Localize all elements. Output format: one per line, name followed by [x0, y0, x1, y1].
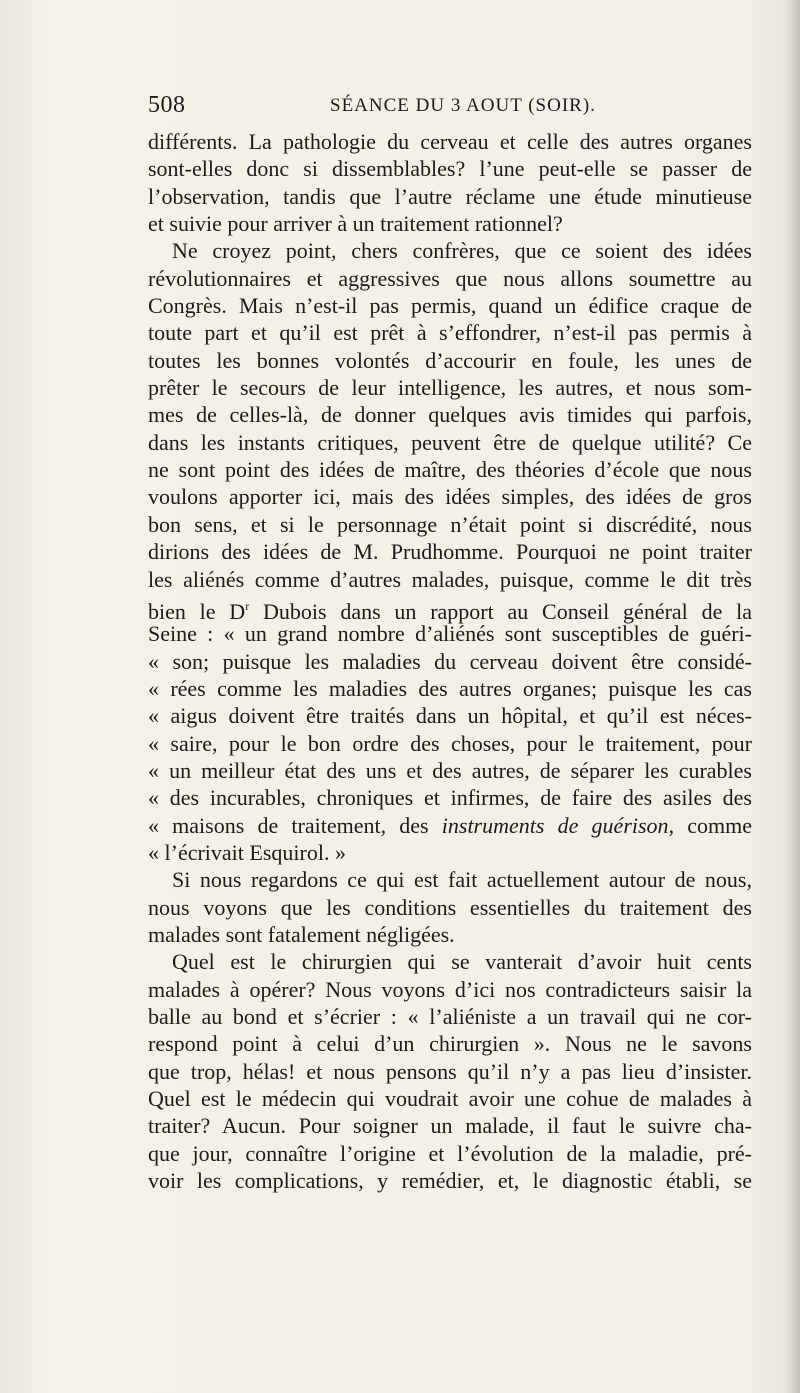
text-line: prêter le secours de leur intelligence, les autres, et nous som- — [148, 375, 752, 401]
text-line: que trop, hélas! et nous pensons qu’il n’y a pas lieu d’insister. — [148, 1058, 752, 1084]
text-line: traiter? Aucun. Pour soigner un malade, il faut le suivre cha- — [148, 1113, 752, 1139]
text-line: et suivie pour arriver à un traitement rationnel? — [148, 211, 563, 237]
line-text: « maisons de traitement, des — [148, 812, 442, 838]
text-line: toute part et qu’il est prêt à s’effondrer, n’est-il pas permis à — [148, 320, 752, 346]
text-line: Si nous regardons ce qui est fait actuellement autour de nous, — [172, 867, 752, 893]
text-line: malades à opérer? Nous voyons d’ici nos contradicteurs saisir la — [148, 976, 752, 1002]
page-number: 508 — [148, 92, 186, 118]
quote-line: « l’écrivait Esquirol. » — [148, 839, 346, 865]
text-line: mes de celles-là, de donner quelques avis timides qui parfois, — [148, 402, 752, 428]
text-line: dans les instants critiques, peuvent être de quelque utilité? Ce — [148, 429, 752, 455]
quote-line — [148, 812, 752, 839]
text-line: voulons apporter ici, mais des idées simples, des idées de gros — [148, 484, 752, 510]
text-line: sont-elles donc si dissemblables? l’une peut-elle se passer de — [148, 156, 752, 182]
text-line: toutes les bonnes volontés d’accourir en foule, les unes de — [148, 347, 752, 373]
text-line: respond point à celui d’un chirurgien ». Nous ne le savons — [148, 1031, 752, 1057]
page-edge-shadow — [786, 0, 800, 1393]
text-line: malades sont fatalement négligées. — [148, 921, 455, 947]
quote-line: « aigus doivent être traités dans un hôpital, et qu’il est néces- — [148, 703, 752, 729]
italic-text: instruments de guérison — [441, 812, 669, 838]
text-line: ne sont point des idées de maître, des théories d’école que nous — [148, 457, 752, 483]
text-line: nous voyons que les conditions essentielles du traitement des — [148, 894, 752, 920]
text-line: Seine : « un grand nombre d’aliénés sont susceptibles de guéri- — [148, 621, 752, 647]
page-header — [148, 92, 752, 122]
text-line: Quel est le chirurgien qui se vanterait d’avoir huit cents — [172, 949, 752, 975]
quote-line: « saire, pour le bon ordre des choses, pour le traitement, pour — [148, 730, 752, 756]
running-head: SÉANCE DU 3 AOUT (SOIR). — [330, 95, 596, 116]
quote-line: « rées comme les maladies des autres organes; puisque les cas — [148, 675, 752, 701]
text-line: que jour, connaître l’origine et l’évolution de la maladie, pré- — [148, 1140, 752, 1166]
quote-line: « des incurables, chroniques et infirmes, de faire des asiles des — [148, 785, 752, 811]
text-line: bon sens, et si le personnage n’était point si discrédité, nous — [148, 511, 752, 537]
superscript: r — [245, 598, 250, 613]
text-line: différents. La pathologie du cerveau et celle des autres organes — [148, 129, 752, 154]
text-line: Quel est le médecin qui voudrait avoir une cohue de malades à — [148, 1086, 752, 1112]
text-line: Ne croyez point, chers confrères, que ce soient des idées — [172, 238, 752, 264]
body-text — [148, 128, 752, 1194]
text-line: balle au bond et s’écrier : « l’aliéniste a un travail qui ne cor- — [148, 1004, 752, 1029]
text-line: Congrès. Mais n’est-il pas permis, quand un édifice craque de — [148, 293, 752, 319]
text-line: voir les complications, y remédier, et, le diagnostic établi, se — [148, 1168, 752, 1194]
quote-line: « son; puisque les maladies du cerveau doivent être considé- — [148, 648, 752, 674]
line-text: Dubois dans un rapport au Conseil général de la — [249, 598, 752, 624]
text-line: l’observation, tandis que l’autre réclame une étude minutieuse — [148, 183, 752, 209]
line-text: , comme — [668, 812, 752, 838]
line-text: bien le D — [148, 598, 246, 624]
text-line — [148, 593, 752, 624]
text-line: révolutionnaires et aggressives que nous allons soumettre au — [148, 265, 752, 291]
quote-line: « un meilleur état des uns et des autres, de séparer les curables — [148, 757, 752, 783]
text-line: dirions des idées de M. Prudhomme. Pourquoi ne point traiter — [148, 539, 752, 565]
text-line: les aliénés comme d’autres malades, puisque, comme le dit très — [148, 566, 752, 592]
